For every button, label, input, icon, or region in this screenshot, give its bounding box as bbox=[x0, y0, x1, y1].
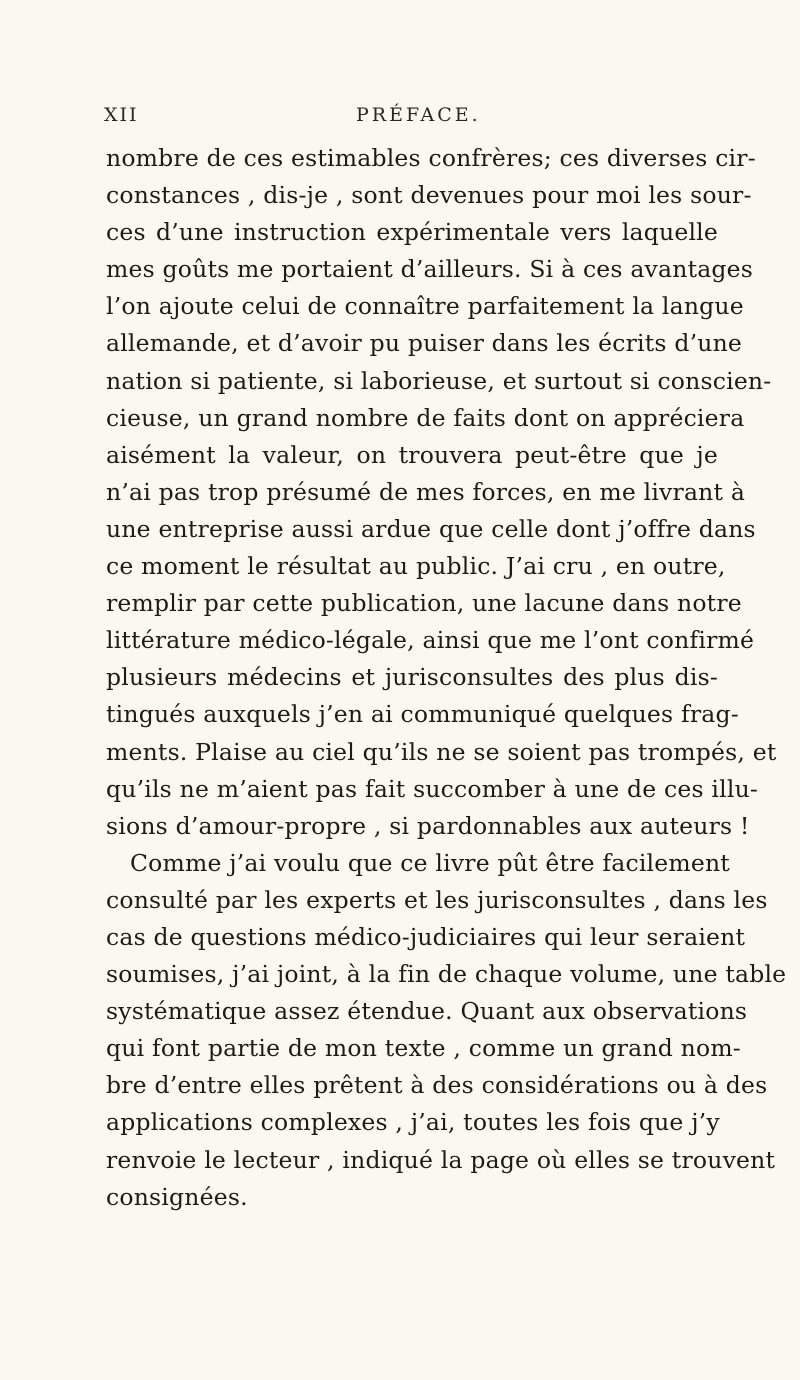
text-line: systématique assez étendue. Quant aux observations bbox=[106, 997, 748, 1026]
text-line: tingués auxquels j’en ai communiqué quelques frag- bbox=[106, 700, 739, 729]
text-line: ces d’une instruction expérimentale vers laquelle bbox=[106, 218, 718, 247]
text-line: une entreprise aussi ardue que celle dont j’offre dans bbox=[106, 514, 756, 543]
page-number: XII bbox=[104, 104, 139, 126]
text-line: n’ai pas trop présumé de mes forces, en me livrant à bbox=[106, 477, 746, 506]
text-line: ce moment le résultat au public. J’ai cru , en outre, bbox=[106, 552, 726, 581]
text-line: remplir par cette publication, une lacune dans notre bbox=[106, 589, 742, 618]
text-line: consulté par les experts et les jurisconsultes , dans les bbox=[106, 885, 768, 914]
text-line: cas de questions médico-judiciaires qui leur seraient bbox=[106, 922, 746, 951]
text-line: littérature médico-légale, ainsi que me l’ont confirmé bbox=[106, 626, 755, 655]
text-line: nation si patiente, si laborieuse, et surtout si conscien- bbox=[106, 366, 772, 395]
text-line: nombre de ces estimables confrères; ces diverses cir- bbox=[106, 144, 756, 172]
text-line: mes goûts me portaient d’ailleurs. Si à ces avantages bbox=[106, 255, 754, 284]
text-line: bre d’entre elles prêtent à des considérations ou à des bbox=[106, 1071, 768, 1100]
text-line: constances , dis-je , sont devenues pour moi les sour- bbox=[106, 181, 752, 210]
text-line: renvoie le lecteur , indiqué la page où elles se trouvent bbox=[106, 1145, 776, 1174]
text-line: plusieurs médecins et jurisconsultes des plus dis- bbox=[106, 663, 718, 692]
text-line: l’on ajoute celui de connaître parfaitement la langue bbox=[106, 292, 744, 321]
text-line: soumises, j’ai joint, à la fin de chaque volume, une table bbox=[106, 960, 787, 989]
body-text bbox=[106, 140, 787, 1216]
text-line: ments. Plaise au ciel qu’ils ne se soient pas trompés, et bbox=[106, 737, 777, 766]
paragraph-end-line: consignées. bbox=[106, 1182, 248, 1211]
running-head bbox=[104, 104, 712, 130]
running-head-title: PRÉFACE. bbox=[356, 104, 481, 126]
text-line: aisément la valeur, on trouvera peut-être que je bbox=[106, 440, 718, 469]
text-line: cieuse, un grand nombre de faits dont on appréciera bbox=[106, 403, 745, 432]
paragraph-start-line: Comme j’ai voulu que ce livre pût être facilement bbox=[130, 848, 730, 877]
text-line: qui font partie de mon texte , comme un grand nom- bbox=[106, 1034, 741, 1063]
text-line: allemande, et d’avoir pu puiser dans les écrits d’une bbox=[106, 329, 743, 358]
text-line: applications complexes , j’ai, toutes les fois que j’y bbox=[106, 1108, 720, 1137]
text-line: qu’ils ne m’aient pas fait succomber à une de ces illu- bbox=[106, 774, 759, 803]
text-line: sions d’amour-propre , si pardonnables aux auteurs ! bbox=[106, 811, 750, 840]
